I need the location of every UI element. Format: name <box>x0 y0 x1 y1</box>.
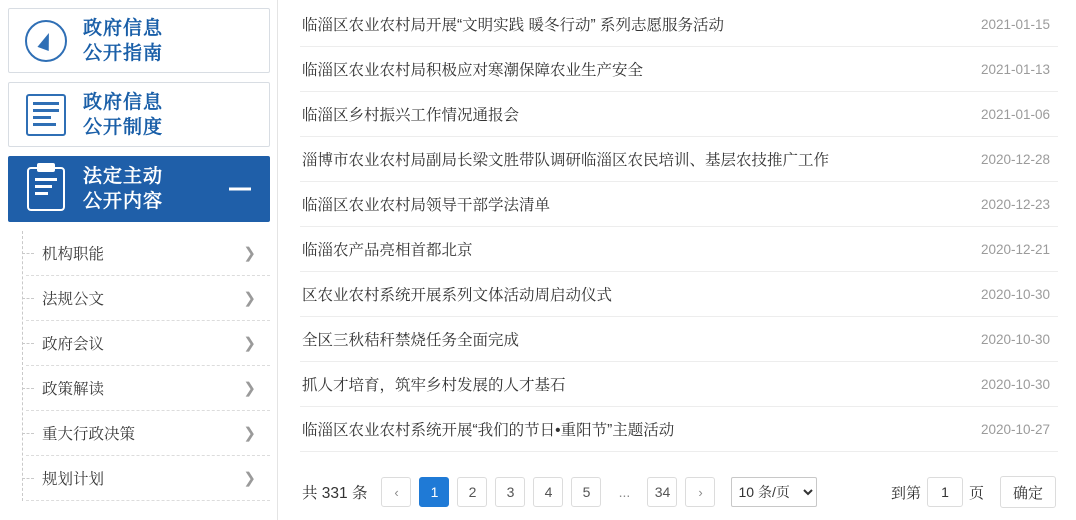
sidebar-tree <box>8 231 270 501</box>
news-date: 2020-12-21 <box>980 241 1050 257</box>
sidebar-item-label: 机构职能 <box>42 246 105 263</box>
sidebar-card-gov-info-guide[interactable] <box>8 8 270 73</box>
list-item[interactable] <box>300 362 1058 407</box>
news-title[interactable]: 临淄农产品亮相首都北京 <box>302 242 473 259</box>
list-item[interactable] <box>300 2 1058 47</box>
total-count-label: 共 331 条 <box>302 485 368 502</box>
sidebar-item-zhongdaxingzhengjuece[interactable] <box>26 411 270 456</box>
news-title[interactable]: 全区三秋秸秆禁烧任务全面完成 <box>302 332 520 349</box>
prev-page-button[interactable]: ‹ <box>381 477 411 507</box>
list-item[interactable] <box>300 317 1058 362</box>
sidebar-card-label: 政府信息 公开制度 <box>83 91 164 138</box>
news-date: 2021-01-15 <box>980 16 1050 32</box>
sidebar-item-zhengcejiedu[interactable] <box>26 366 270 411</box>
sidebar-card-label: 法定主动 公开内容 <box>83 166 164 212</box>
news-title[interactable]: 临淄区乡村振兴工作情况通报会 <box>302 107 520 124</box>
news-title[interactable]: 临淄区农业农村局领导干部学法清单 <box>302 197 551 214</box>
news-list <box>300 0 1058 452</box>
pagination <box>300 464 1058 520</box>
sidebar <box>0 0 278 520</box>
page-button-1[interactable]: 1 <box>419 477 449 507</box>
page-jump-group <box>885 476 1056 508</box>
sidebar-item-label: 规划计划 <box>42 471 105 488</box>
sidebar-item-label: 法规公文 <box>42 291 105 308</box>
sidebar-item-label: 重大行政决策 <box>42 426 136 443</box>
chevron-right-icon: ❯ <box>243 244 256 262</box>
news-title[interactable]: 临淄区农业农村局积极应对寒潮保障农业生产安全 <box>302 62 644 79</box>
news-date: 2020-10-27 <box>980 421 1050 437</box>
sidebar-card-statutory-disclosure[interactable] <box>8 156 270 222</box>
news-date: 2020-10-30 <box>980 286 1050 302</box>
page-button-5[interactable]: 5 <box>571 477 601 507</box>
chevron-right-icon: ❯ <box>243 334 256 352</box>
news-date: 2020-10-30 <box>980 331 1050 347</box>
list-item[interactable] <box>300 182 1058 227</box>
news-title[interactable]: 抓人才培育，筑牢乡村发展的人才基石 <box>302 377 566 394</box>
jump-prefix-label: 到第 <box>890 484 921 502</box>
sidebar-item-jigouzhineng[interactable] <box>26 231 270 276</box>
list-item[interactable] <box>300 272 1058 317</box>
sidebar-item-label: 政策解读 <box>42 381 105 398</box>
main-content <box>278 0 1076 520</box>
news-title[interactable]: 淄博市农业农村局副局长梁文胜带队调研临淄区农民培训、基层农技推广工作 <box>302 152 830 169</box>
list-item[interactable] <box>300 47 1058 92</box>
chevron-right-icon: ❯ <box>243 379 256 397</box>
news-date: 2021-01-13 <box>980 61 1050 77</box>
sidebar-card-label: 政府信息 公开指南 <box>83 17 164 64</box>
next-page-button[interactable]: › <box>685 477 715 507</box>
sidebar-card-gov-info-system[interactable] <box>8 82 270 147</box>
sidebar-item-guihuajihua[interactable] <box>26 456 270 501</box>
sidebar-item-label: 政府会议 <box>42 336 105 353</box>
page-button-4[interactable]: 4 <box>533 477 563 507</box>
news-title[interactable]: 临淄区农业农村局开展“文明实践 暖冬行动” 系列志愿服务活动 <box>302 17 724 34</box>
compass-icon <box>9 20 83 62</box>
collapse-icon[interactable] <box>229 188 251 191</box>
news-date: 2020-12-28 <box>980 151 1050 167</box>
page-ellipsis: ... <box>609 477 639 507</box>
chevron-right-icon: ❯ <box>243 289 256 307</box>
page-button-3[interactable]: 3 <box>495 477 525 507</box>
chevron-right-icon: ❯ <box>243 469 256 487</box>
page-button-2[interactable]: 2 <box>457 477 487 507</box>
news-title[interactable]: 临淄区农业农村系统开展“我们的节日•重阳节”主题活动 <box>302 422 675 439</box>
page-button-last[interactable]: 34 <box>647 477 677 507</box>
sidebar-item-zhengfuhuiyi[interactable] <box>26 321 270 366</box>
list-item[interactable] <box>300 92 1058 137</box>
jump-suffix-label: 页 <box>968 484 984 502</box>
sidebar-item-faguigongwen[interactable] <box>26 276 270 321</box>
list-item[interactable] <box>300 227 1058 272</box>
document-list-icon <box>9 94 83 136</box>
confirm-button[interactable]: 确定 <box>1000 476 1056 508</box>
clipboard-icon <box>9 167 83 211</box>
news-title[interactable]: 区农业农村系统开展系列文体活动周启动仪式 <box>302 287 613 304</box>
news-date: 2020-12-23 <box>980 196 1050 212</box>
list-item[interactable] <box>300 407 1058 452</box>
news-date: 2021-01-06 <box>980 106 1050 122</box>
news-date: 2020-10-30 <box>980 376 1050 392</box>
list-item[interactable] <box>300 137 1058 182</box>
page-jump-input[interactable] <box>927 477 963 507</box>
page-size-select[interactable] <box>731 477 817 507</box>
chevron-right-icon: ❯ <box>243 424 256 442</box>
